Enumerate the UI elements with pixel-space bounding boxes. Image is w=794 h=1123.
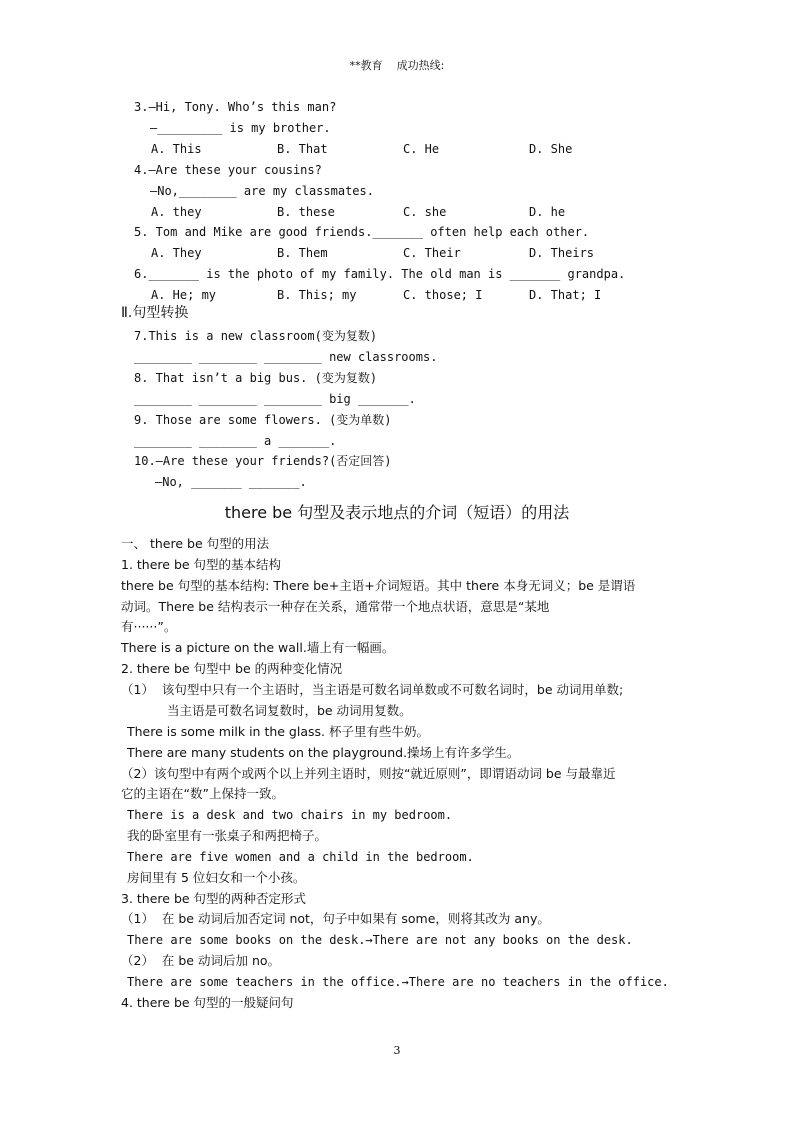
paragraph-line: 动词。There be 结构表示一种存在关系，通常带一个地点状语，意思是“某地 — [121, 599, 550, 614]
subsection-3-heading: 3. there be 句型的两种否定形式 — [121, 891, 307, 906]
subsection-4-heading: 4. there be 句型的一般疑问句 — [121, 995, 294, 1010]
question-5-options — [151, 245, 711, 261]
example-sentence: There is a desk and two chairs in my bedroom. — [127, 808, 453, 822]
option-b: B. That — [277, 142, 328, 156]
option-d: D. he — [529, 205, 566, 219]
question-3-options — [151, 141, 711, 157]
option-c: C. Their — [403, 246, 461, 260]
question-7: 7.This is a new classroom(变为复数) — [134, 329, 378, 343]
question-6-line-1: 6._______ is the photo of my family. The old man is _______ grandpa. — [134, 267, 626, 281]
paragraph-line: there be 句型的基本结构: There be+主语+介词短语。其中 there 本身无词义；be 是谓语 — [121, 578, 636, 593]
question-4-options — [151, 204, 711, 220]
option-b: B. these — [277, 205, 335, 219]
example-translation: 房间里有 5 位妇女和一个小孩。 — [127, 870, 306, 885]
question-6-options — [151, 287, 711, 303]
question-8-answer-blanks: ________ ________ ________ big _______. — [134, 392, 416, 406]
example-sentence: There are five women and a child in the bedroom. — [127, 850, 474, 864]
section-1-heading: 一、 there be 句型的用法 — [121, 536, 270, 551]
question-9: 9. Those are some flowers. (变为单数) — [134, 413, 392, 427]
paragraph-line: 有······”。 — [121, 619, 177, 634]
example-sentence: There are many students on the playground.操场上有许多学生。 — [127, 745, 520, 760]
option-c: C. He — [403, 142, 440, 156]
example-sentence: There are some books on the desk.→There are not any books on the desk. — [127, 933, 633, 947]
article-title: there be 句型及表示地点的介词（短语）的用法 — [224, 503, 570, 522]
rule-2-line-1: （2）该句型中有两个或两个以上并列主语时，则按“就近原则”，即谓语动词 be 与最靠近 — [121, 766, 616, 781]
example-sentence: There are some teachers in the office.→There are no teachers in the office. — [127, 975, 669, 989]
example-translation: 我的卧室里有一张桌子和两把椅子。 — [127, 828, 328, 843]
question-4-line-2: —No,________ are my classmates. — [150, 184, 374, 198]
option-a: A. This — [151, 142, 202, 156]
option-b: B. Them — [277, 246, 328, 260]
page-header: **教育 成功热线: — [349, 59, 445, 72]
option-a: A. they — [151, 205, 202, 219]
option-a: A. He; my — [151, 288, 217, 302]
rule-1-line-1: （1） 该句型中只有一个主语时，当主语是可数名词单数或不可数名词时，be 动词用单数; — [121, 682, 624, 697]
rule-2-line-2: 它的主语在“数”上保持一致。 — [121, 786, 284, 801]
rule-1-line-2: 当主语是可数名词复数时，be 动词用复数。 — [167, 703, 412, 718]
option-d: D. Theirs — [529, 246, 595, 260]
negation-rule-2: （2） 在 be 动词后加 no。 — [121, 953, 281, 968]
subsection-1-heading: 1. there be 句型的基本结构 — [121, 557, 282, 572]
negation-rule-1: （1） 在 be 动词后加否定词 not，句子中如果有 some，则将其改为 any。 — [121, 911, 550, 926]
question-5-line-1: 5. Tom and Mike are good friends._______ often help each other. — [134, 225, 590, 239]
question-3-line-2: —_________ is my brother. — [150, 121, 331, 135]
option-c: C. she — [403, 205, 447, 219]
question-10: 10.—Are these your friends?(否定回答) — [134, 454, 392, 468]
example-sentence: There is a picture on the wall.墙上有一幅画。 — [121, 640, 395, 655]
question-8: 8. That isn’t a big bus. (变为复数) — [134, 371, 378, 385]
subsection-2-heading: 2. there be 句型中 be 的两种变化情况 — [121, 661, 343, 676]
option-b: B. This; my — [277, 288, 357, 302]
option-d: D. That; I — [529, 288, 602, 302]
part-2-heading: Ⅱ.句型转换 — [121, 305, 189, 321]
option-a: A. They — [151, 246, 202, 260]
example-sentence: There is some milk in the glass. 杯子里有些牛奶。 — [127, 724, 429, 739]
question-7-answer-blanks: ________ ________ ________ new classrooms. — [134, 350, 438, 364]
option-c: C. those; I — [403, 288, 483, 302]
option-d: D. She — [529, 142, 573, 156]
question-4-line-1: 4.—Are these your cousins? — [134, 163, 322, 177]
page-number: 3 — [393, 1044, 401, 1057]
question-3-line-1: 3.—Hi, Tony. Who’s this man? — [134, 100, 337, 114]
question-10-answer-blanks: —No, _______ _______. — [155, 475, 307, 489]
question-9-answer-blanks: ________ ________ a _______. — [134, 434, 337, 448]
